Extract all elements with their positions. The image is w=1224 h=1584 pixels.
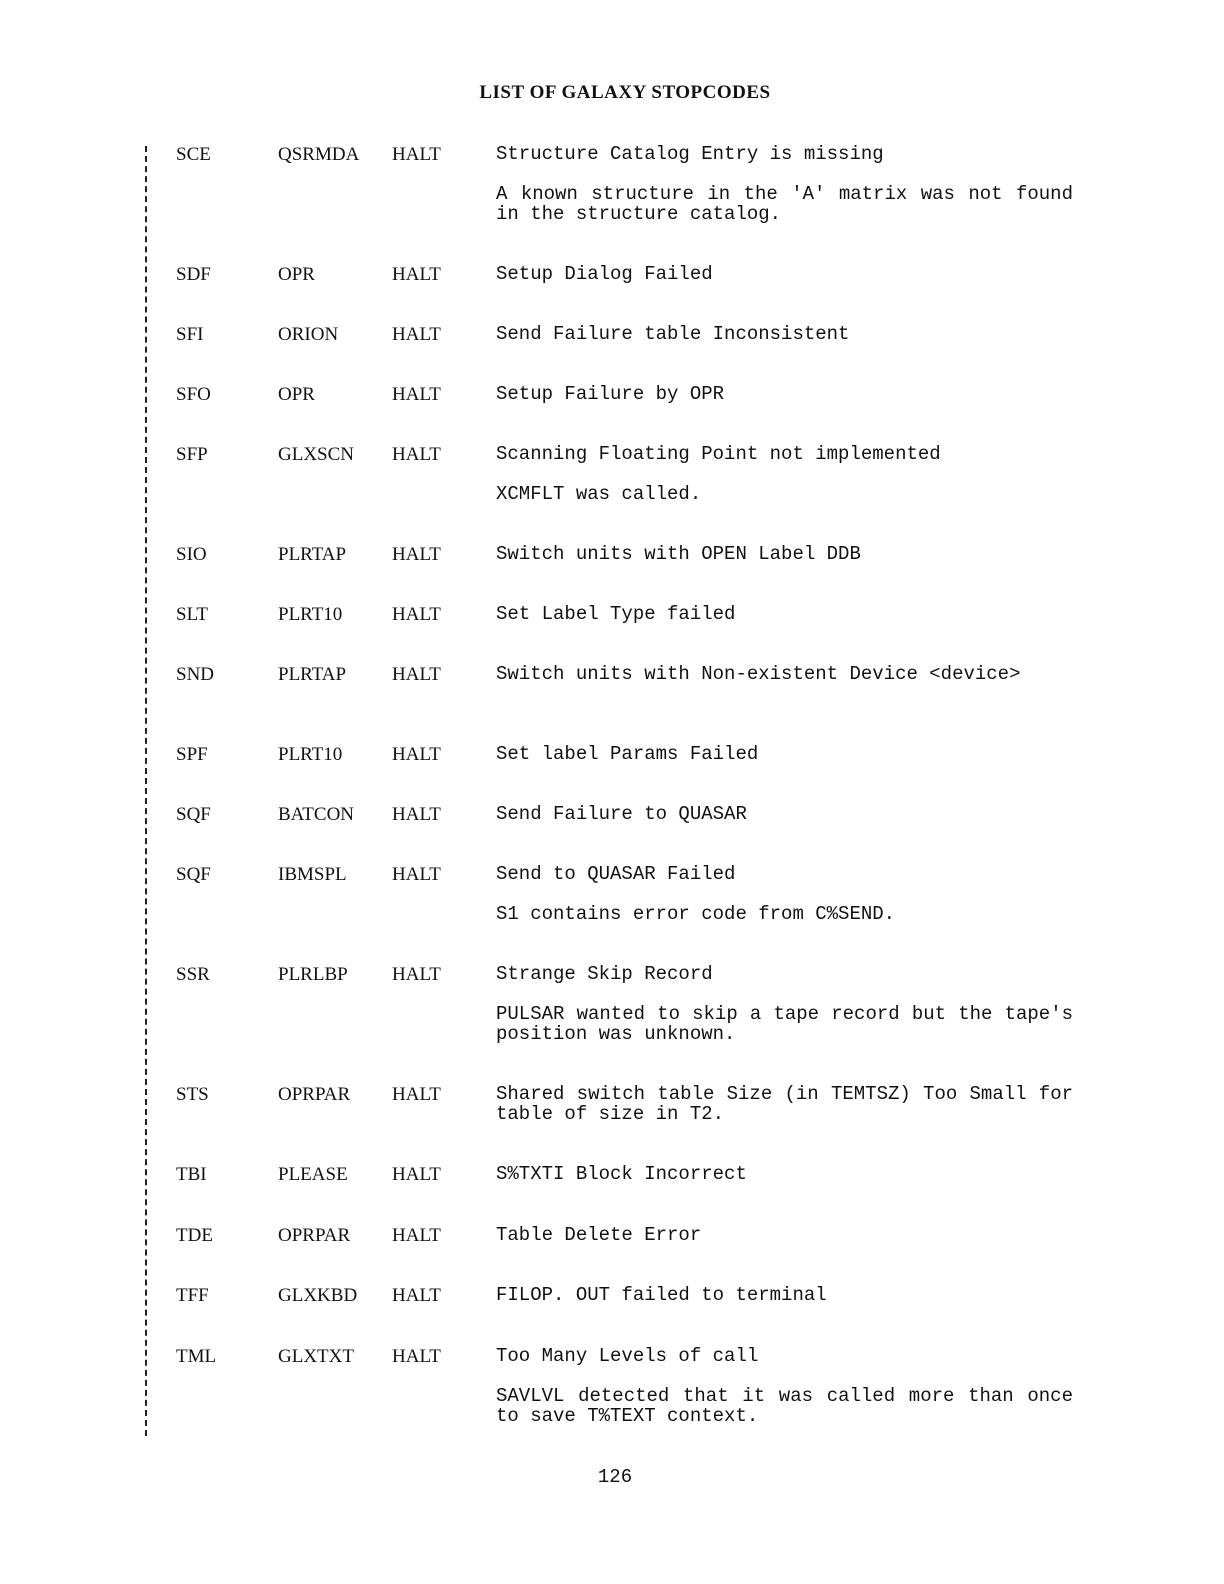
stopcode-module: OPR <box>278 264 315 285</box>
stopcode-action: HALT <box>392 144 441 165</box>
stopcode-action: HALT <box>392 1285 441 1306</box>
stopcode-code: SND <box>176 664 215 685</box>
stopcode-description <box>496 1225 1073 1245</box>
stopcode-summary: Send Failure to QUASAR <box>496 803 747 825</box>
stopcode-code: SDF <box>176 264 211 285</box>
stopcode-code: SQF <box>176 804 211 825</box>
stopcode-action: HALT <box>392 1346 441 1367</box>
stopcode-code: SFP <box>176 444 208 465</box>
stopcode-detail: SAVLVL detected that it was called more than once to save T%TEXT context. <box>496 1385 1073 1427</box>
stopcode-code: SFI <box>176 324 204 345</box>
stopcode-summary: Too Many Levels of call <box>496 1345 759 1367</box>
stopcode-code: TBI <box>176 1164 207 1185</box>
stopcode-action: HALT <box>392 1225 441 1246</box>
stopcode-description <box>496 324 1073 344</box>
stopcode-summary: Strange Skip Record <box>496 963 713 985</box>
stopcode-description <box>496 1084 1073 1124</box>
stopcode-description <box>496 864 1073 924</box>
stopcode-action: HALT <box>392 604 441 625</box>
stopcode-description <box>496 744 1073 764</box>
stopcode-summary: Table Delete Error <box>496 1224 702 1246</box>
stopcode-summary: Set Label Type failed <box>496 603 736 625</box>
stopcode-module: PLRTAP <box>278 544 347 565</box>
stopcode-action: HALT <box>392 384 441 405</box>
stopcode-code: SPF <box>176 744 208 765</box>
stopcode-module: OPR <box>278 384 315 405</box>
stopcode-code: SLT <box>176 604 209 625</box>
stopcode-module: QSRMDA <box>278 144 360 165</box>
stopcode-description <box>496 1285 1073 1305</box>
stopcode-module: PLRT10 <box>278 744 343 765</box>
stopcode-detail: S1 contains error code from C%SEND. <box>496 903 896 925</box>
stopcode-action: HALT <box>392 804 441 825</box>
stopcode-summary: Shared switch table Size (in TEMTSZ) Too Small for table of size in T2. <box>496 1083 1073 1125</box>
stopcode-summary: Set label Params Failed <box>496 743 759 765</box>
stopcode-summary: Switch units with Non-existent Device <device> <box>496 663 1021 685</box>
stopcode-module: OPRPAR <box>278 1084 351 1105</box>
stopcode-summary: S%TXTI Block Incorrect <box>496 1163 747 1185</box>
stopcode-module: PLRTAP <box>278 664 347 685</box>
stopcode-summary: Scanning Floating Point not implemented <box>496 443 941 465</box>
stopcode-summary: Setup Failure by OPR <box>496 383 725 405</box>
stopcode-module: PLRT10 <box>278 604 343 625</box>
stopcode-action: HALT <box>392 664 441 685</box>
stopcode-description <box>496 664 1073 684</box>
stopcode-module: GLXTXT <box>278 1346 354 1367</box>
stopcode-action: HALT <box>392 864 441 885</box>
page-number: 126 <box>597 1466 633 1488</box>
stopcode-summary: FILOP. OUT failed to terminal <box>496 1284 827 1306</box>
stopcode-code: SIO <box>176 544 207 565</box>
stopcode-code: STS <box>176 1084 209 1105</box>
stopcode-description <box>496 1346 1073 1426</box>
stopcode-description <box>496 544 1073 564</box>
stopcode-action: HALT <box>392 744 441 765</box>
stopcode-module: PLEASE <box>278 1164 348 1185</box>
stopcode-description <box>496 604 1073 624</box>
stopcode-module: ORION <box>278 324 339 345</box>
stopcode-code: SSR <box>176 964 210 985</box>
stopcode-code: SFO <box>176 384 211 405</box>
stopcode-summary: Send to QUASAR Failed <box>496 863 736 885</box>
stopcode-action: HALT <box>392 264 441 285</box>
stopcode-module: GLXKBD <box>278 1285 358 1306</box>
stopcode-action: HALT <box>392 444 441 465</box>
stopcode-action: HALT <box>392 1084 441 1105</box>
stopcode-description <box>496 964 1073 1044</box>
stopcode-detail: XCMFLT was called. <box>496 483 702 505</box>
stopcode-code: SCE <box>176 144 211 165</box>
stopcode-description <box>496 144 1073 224</box>
stopcode-code: TML <box>176 1346 217 1367</box>
change-bar <box>145 146 147 1436</box>
stopcode-description <box>496 1164 1073 1184</box>
stopcode-summary: Setup Dialog Failed <box>496 263 713 285</box>
stopcode-action: HALT <box>392 544 441 565</box>
stopcode-action: HALT <box>392 964 441 985</box>
stopcode-module: PLRLBP <box>278 964 348 985</box>
stopcode-module: IBMSPL <box>278 864 347 885</box>
stopcode-detail: PULSAR wanted to skip a tape record but the tape's position was unknown. <box>496 1003 1073 1045</box>
stopcode-code: TFF <box>176 1285 209 1306</box>
stopcode-code: TDE <box>176 1225 213 1246</box>
stopcode-description <box>496 384 1073 404</box>
stopcode-module: OPRPAR <box>278 1225 351 1246</box>
stopcode-description <box>496 444 1073 504</box>
stopcode-module: BATCON <box>278 804 355 825</box>
page-title: LIST OF GALAXY STOPCODES <box>479 82 771 103</box>
stopcode-action: HALT <box>392 1164 441 1185</box>
stopcode-summary: Structure Catalog Entry is missing <box>496 143 884 165</box>
stopcode-detail: A known structure in the 'A' matrix was not found in the structure catalog. <box>496 183 1073 225</box>
stopcode-summary: Switch units with OPEN Label DDB <box>496 543 861 565</box>
stopcode-summary: Send Failure table Inconsistent <box>496 323 850 345</box>
stopcode-code: SQF <box>176 864 211 885</box>
stopcode-description <box>496 804 1073 824</box>
stopcode-description <box>496 264 1073 284</box>
stopcode-module: GLXSCN <box>278 444 355 465</box>
stopcode-action: HALT <box>392 324 441 345</box>
